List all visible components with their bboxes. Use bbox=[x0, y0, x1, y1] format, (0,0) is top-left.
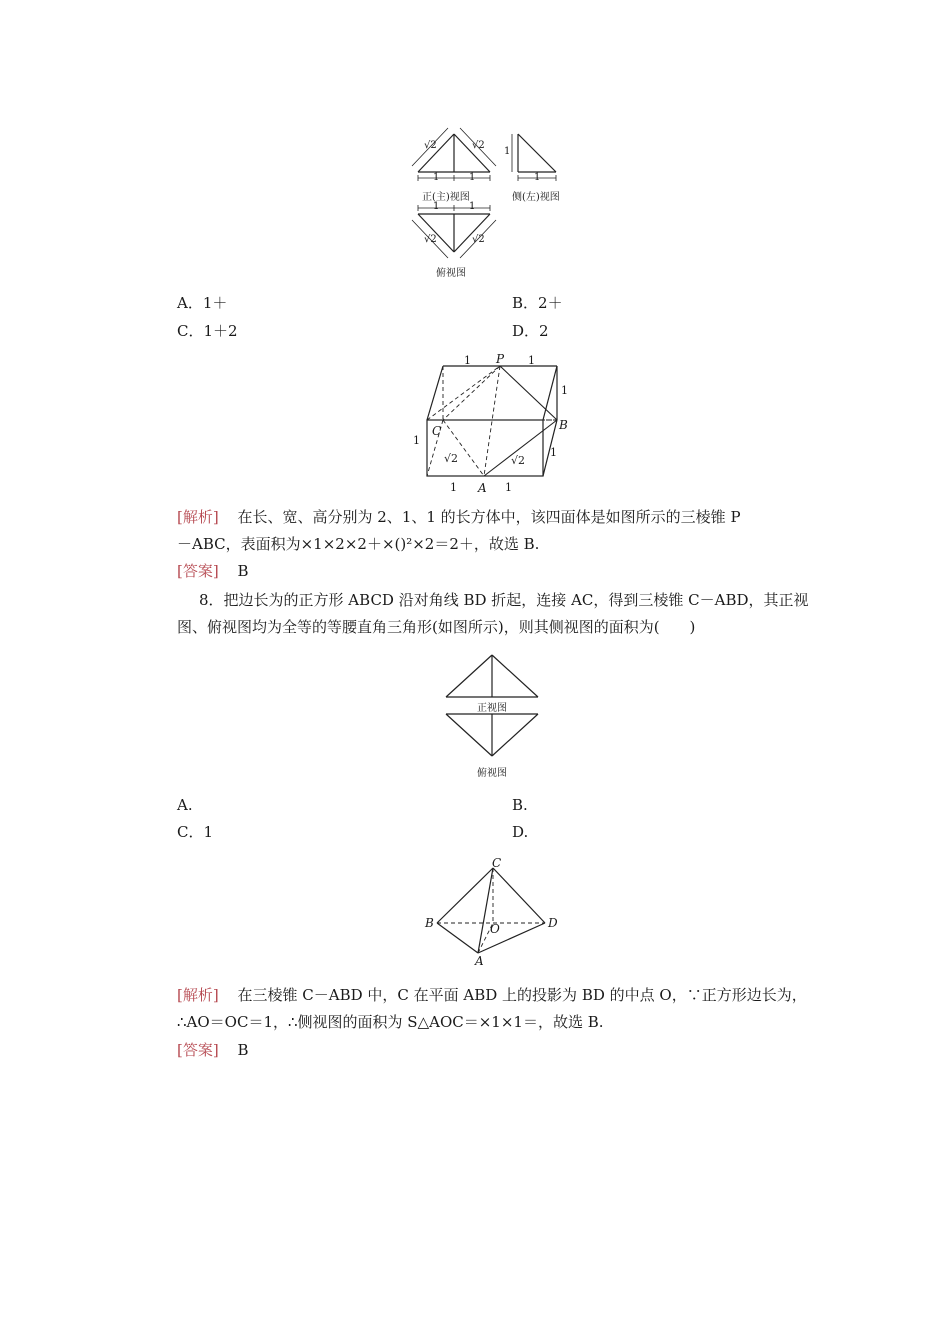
vertex-label-b: B bbox=[559, 418, 568, 432]
top-view-caption: 俯视图 bbox=[436, 268, 466, 279]
vertex-label-c: C bbox=[432, 424, 442, 438]
top-left-length-label: 1 bbox=[464, 354, 471, 367]
vertex-label-a: A bbox=[478, 481, 487, 495]
sol8-text-2: ∴AO＝OC＝1，∴侧视图的面积为 S△AOC＝×1×1＝，故选 B. bbox=[177, 1013, 604, 1031]
top-right-side-label: √2 bbox=[472, 234, 485, 245]
q8-option-b: B. bbox=[512, 796, 528, 814]
side-bottom-label: 1 bbox=[534, 172, 541, 183]
q7-option-a: A．1＋ bbox=[177, 294, 228, 312]
left-height-label: 1 bbox=[413, 434, 420, 447]
sol8-line1 bbox=[177, 985, 807, 1005]
top-right-width-label: 1 bbox=[469, 201, 476, 212]
fig4-vertex-d: D bbox=[548, 916, 558, 930]
sol7-text-2: －ABC，表面积为×1×2×2＋×()²×2＝2＋，故选 B. bbox=[177, 535, 540, 553]
analysis-tag: [解析] bbox=[177, 986, 219, 1004]
top-left-side-label: √2 bbox=[424, 234, 437, 245]
sol8-answer: B bbox=[237, 1041, 249, 1059]
q8-option-d: D. bbox=[512, 823, 529, 841]
top-left-width-label: 1 bbox=[433, 201, 440, 212]
answer-tag: [答案] bbox=[177, 562, 219, 580]
side-height-label: 1 bbox=[504, 146, 511, 157]
right-height-label: 1 bbox=[550, 446, 557, 459]
left-diagonal-label: √2 bbox=[444, 452, 459, 465]
bottom-right-length-label: 1 bbox=[505, 481, 512, 494]
fig4-vertex-b: B bbox=[425, 916, 434, 930]
q8-text-1: 8．把边长为的正方形 ABCD 沿对角线 BD 折起，连接 AC，得到三棱锥 C－ABD，其正视 bbox=[199, 591, 809, 609]
bottom-left-length-label: 1 bbox=[450, 481, 457, 494]
front-right-side-label: √2 bbox=[472, 140, 485, 151]
q8-option-a: A. bbox=[177, 796, 193, 814]
sol7-answer: B bbox=[237, 562, 249, 580]
fig4-vertex-a: A bbox=[475, 954, 484, 968]
sol7-text-1: 在长、宽、高分别为 2、1、1 的长方体中，该四面体是如图所示的三棱锥 P bbox=[237, 508, 741, 526]
front-left-side-label: √2 bbox=[424, 140, 437, 151]
front-bottom-left-label: 1 bbox=[433, 172, 440, 183]
right-diagonal-label: √2 bbox=[511, 454, 526, 467]
front-bottom-right-label: 1 bbox=[469, 172, 476, 183]
q8-text-2: 图、俯视图均为全等的等腰直角三角形(如图所示)，则其侧视图的面积为( ) bbox=[177, 618, 696, 636]
fig4-vertex-c: C bbox=[492, 856, 502, 870]
side-view-caption: 侧(左)视图 bbox=[512, 192, 560, 203]
q7-option-c: C．1＋2 bbox=[177, 322, 238, 340]
answer-tag: [答案] bbox=[177, 1041, 219, 1059]
q8-option-c: C．1 bbox=[177, 823, 214, 841]
sol8-answer-row bbox=[177, 1040, 249, 1060]
vertex-label-p: P bbox=[496, 352, 505, 366]
top-right-length-label: 1 bbox=[528, 354, 535, 367]
fig4-point-o: O bbox=[490, 922, 500, 936]
q7-option-b: B．2＋ bbox=[512, 294, 563, 312]
fig3-top-caption: 俯视图 bbox=[477, 768, 507, 779]
sol8-text-1: 在三棱锥 C－ABD 中，C 在平面 ABD 上的投影为 BD 的中点 O，∵正方形边长为， bbox=[237, 986, 807, 1004]
q7-option-d: D．2 bbox=[512, 322, 549, 340]
front-view-caption: 正(主)视图 bbox=[422, 192, 470, 203]
analysis-tag: [解析] bbox=[177, 508, 219, 526]
fig3-front-caption: 正视图 bbox=[477, 703, 507, 714]
right-depth-label: 1 bbox=[561, 384, 568, 397]
